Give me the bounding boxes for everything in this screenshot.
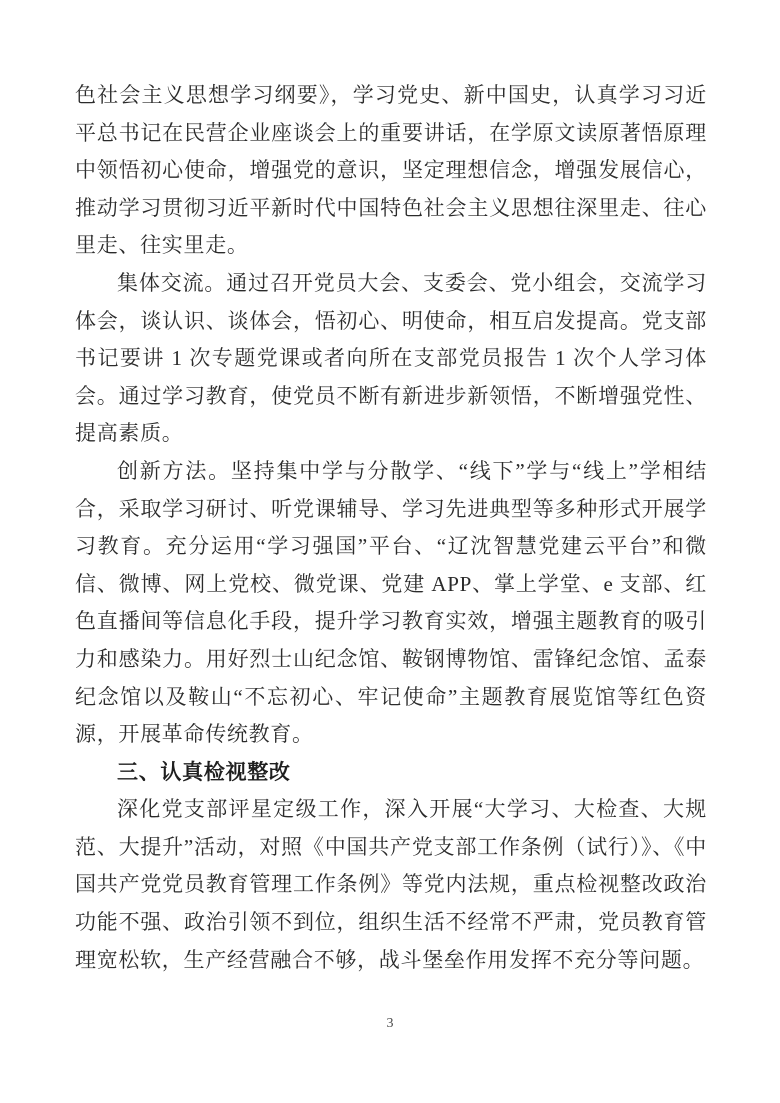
paragraph-inspection-rectification: 深化党支部评星定级工作，深入开展“大学习、大检查、大规范、大提升”活动，对照《中国共产党支部工作条例（试行）》、《中国共产党党员教育管理工作条例》等党内法规，重点检视整改政治功能不强、政治引领不到位，组织生活不经常不严肃，党员教育管理宽松软，生产经营融合不够，战斗堡垒作用发挥不充分等问题。 bbox=[75, 797, 707, 972]
continuation-paragraph: 色社会主义思想学习纲要》，学习党史、新中国史，认真学习习近平总书记在民营企业座谈会上的重要讲话，在学原文读原著悟原理中领悟初心使命，增强党的意识，坚定理想信念，增强发展信心，推动学习贯彻习近平新时代中国特色社会主义思想往深里走、往心里走、往实里走。 bbox=[75, 83, 707, 258]
document-body bbox=[75, 77, 707, 979]
paragraph-innovative-methods: 创新方法。坚持集中学与分散学、“线下”学与“线上”学相结合，采取学习研讨、听党课辅导、学习先进典型等多种形式开展学习教育。充分运用“学习强国”平台、“辽沈智慧党建云平台”和微信、微博、网上党校、微党课、党建 APP、掌上学堂、e 支部、红色直播间等信息化手段，提升学习教育实效，增强主题教育的吸引力和感染力。用好烈士山纪念馆、鞍钢博物馆、雷锋纪念馆、孟泰纪念馆以及鞍山“不忘初心、牢记使命”主题教育展览馆等红色资源，开展革命传统教育。 bbox=[75, 458, 707, 747]
paragraph-collective-exchange: 集体交流。通过召开党员大会、支委会、党小组会，交流学习体会，谈认识、谈体会，悟初心、明使命，相互启发提高。党支部书记要讲 1 次专题党课或者向所在支部党员报告 1 次个人学习体会。通过学习教育，使党员不断有新进步新领悟，不断增强党性、提高素质。 bbox=[75, 270, 707, 446]
section-heading: 三、认真检视整改 bbox=[117, 760, 291, 784]
page-number: 3 bbox=[386, 1016, 394, 1031]
